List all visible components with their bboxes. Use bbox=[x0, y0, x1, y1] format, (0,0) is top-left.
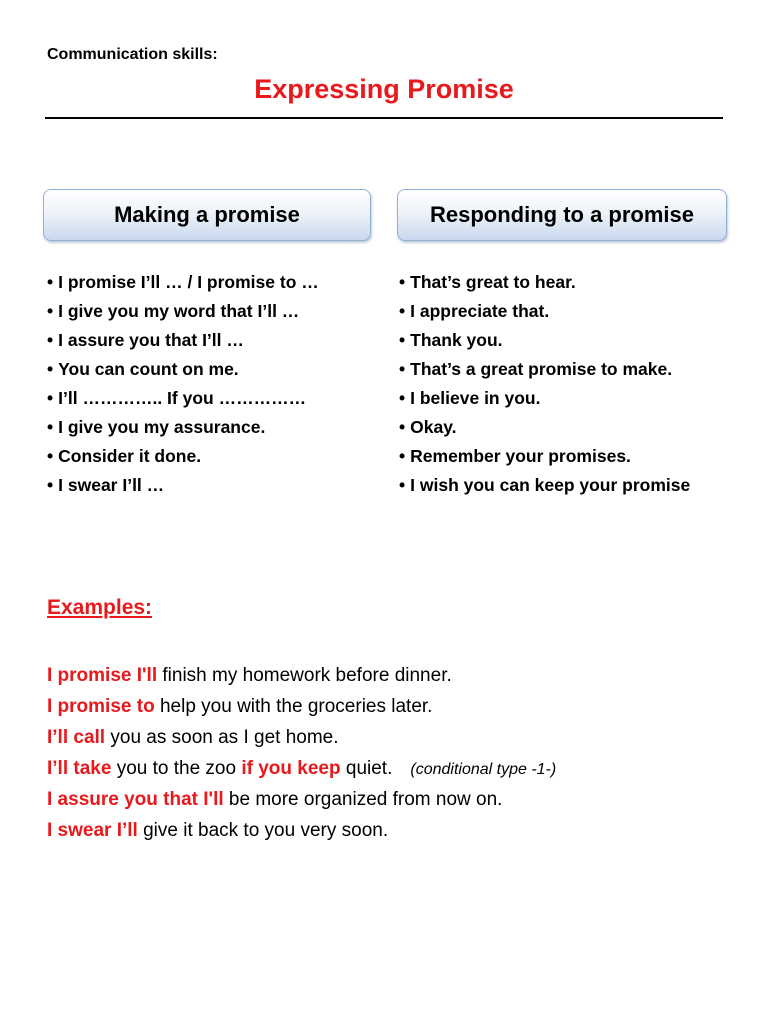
responding-promise-header: Responding to a promise bbox=[397, 189, 727, 241]
making-promise-header: Making a promise bbox=[43, 189, 371, 241]
list-item: • I swear I’ll … bbox=[47, 475, 165, 495]
responding-promise-list bbox=[399, 268, 690, 500]
list-item: • I give you my word that I’ll … bbox=[47, 301, 300, 321]
example-sentence: I swear I’ll give it back to you very soon. bbox=[47, 820, 389, 841]
list-item: • I believe in you. bbox=[399, 388, 541, 408]
list-item: • You can count on me. bbox=[47, 359, 239, 379]
example-sentence: I promise to help you with the groceries later. bbox=[47, 696, 433, 717]
list-item: • I promise I’ll … / I promise to … bbox=[47, 272, 319, 292]
list-item: • Okay. bbox=[399, 417, 457, 437]
list-item: • That’s a great promise to make. bbox=[399, 359, 673, 379]
examples-list bbox=[47, 660, 556, 846]
page-title: Expressing Promise bbox=[254, 74, 514, 104]
list-item: • I appreciate that. bbox=[399, 301, 550, 321]
section-label: Communication skills: bbox=[47, 46, 218, 63]
list-item: • I give you my assurance. bbox=[47, 417, 266, 437]
list-item: • Remember your promises. bbox=[399, 446, 631, 466]
list-item: • I wish you can keep your promise bbox=[399, 475, 691, 495]
list-item: • Consider it done. bbox=[47, 446, 202, 466]
example-sentence: I assure you that I'll be more organized from now on. bbox=[47, 789, 503, 810]
list-item: • I assure you that I’ll … bbox=[47, 330, 244, 350]
list-item: • I’ll ………….. If you …………… bbox=[47, 388, 307, 408]
list-item: • That’s great to hear. bbox=[399, 272, 576, 292]
example-sentence: I’ll call you as soon as I get home. bbox=[47, 727, 339, 748]
title-divider bbox=[45, 117, 723, 119]
making-promise-list bbox=[47, 268, 319, 500]
list-item: • Thank you. bbox=[399, 330, 503, 350]
example-sentence: I promise I'll finish my homework before dinner. bbox=[47, 665, 452, 686]
conditional-note: (conditional type -1-) bbox=[410, 761, 557, 778]
example-sentence: I’ll take you to the zoo if you keep quiet. (conditional type -1-) bbox=[47, 758, 557, 779]
examples-heading: Examples: bbox=[47, 596, 153, 619]
